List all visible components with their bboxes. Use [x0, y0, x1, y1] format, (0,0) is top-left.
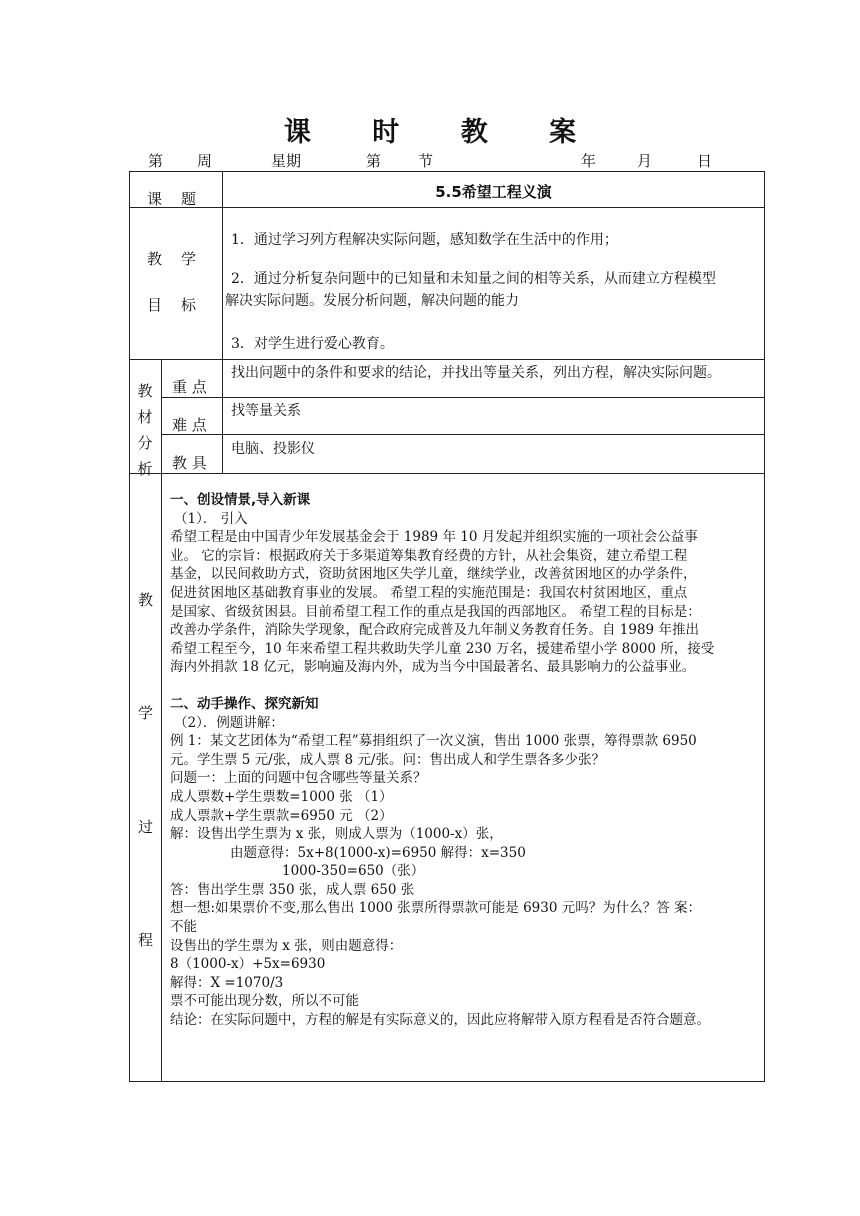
section-2-line: 不能 — [170, 919, 197, 936]
section-1-title: 一、创设情景,导入新课 — [170, 492, 311, 508]
goal-item-2-line-1: 2．通过分析复杂问题中的已知量和未知量之间的相等关系，从而建立方程模型 — [231, 271, 716, 287]
process-side-char: 教 — [138, 591, 154, 609]
table-divider — [161, 434, 765, 435]
section-2-line: 想一想:如果票价不变,那么售出 1000 张票所得票款可能是 6930 元吗？为什么？答 案： — [170, 900, 702, 917]
period-label-di: 第 — [366, 152, 382, 170]
difficult-points-value: 找等量关系 — [231, 403, 301, 419]
section-1-line: 促进贫困地区基础教育事业的发展。 希望工程的实施范围是：我国农村贫困地区，重点 — [170, 584, 688, 601]
weekday-label: 星期 — [271, 152, 302, 170]
section-2-line: 元。学生票 5 元/张，成人票 8 元/张。问：售出成人和学生票各多少张？ — [170, 751, 605, 768]
table-divider — [129, 207, 765, 208]
section-1-line: 改善办学条件，消除失学现象，配合政府完成普及九年制义务教育任务。自 1989 年推出 — [170, 622, 699, 639]
year-label: 年 — [581, 152, 597, 170]
section-1-line: 基金，以民间救助方式，资助贫困地区失学儿童，继续学业，改善贫困地区的办学条件， — [170, 566, 697, 583]
analysis-side-char: 材 — [137, 408, 153, 426]
section-2-line: 答：售出学生票 350 张，成人票 650 张 — [170, 881, 415, 898]
section-2-line: 问题一：上面的问题中包含哪些等量关系？ — [170, 770, 427, 787]
process-side-char: 学 — [138, 704, 154, 722]
goal-item-3: 3．对学生进行爱心教育。 — [231, 336, 394, 352]
section-2-line: 8（1000-x）+5x=6930 — [170, 956, 326, 973]
analysis-side-char: 教 — [137, 382, 153, 400]
table-divider — [129, 473, 765, 474]
section-1-subtitle: （1）． 引入 — [174, 510, 248, 527]
table-divider — [129, 359, 765, 360]
topic-value: 5.5希望工程义演 — [435, 183, 552, 201]
section-1-line: 希望工程是由中国青少年发展基金会于 1989 年 10 月发起并组织实施的一项社会公益事 — [170, 529, 698, 546]
goal-item-1: 1．通过学习列方程解决实际问题，感知数学在生活中的作用； — [231, 232, 618, 248]
teaching-process — [170, 491, 762, 1030]
analysis-side-label — [130, 378, 160, 482]
period-label-jie: 节 — [418, 152, 434, 170]
topic-label-2: 题 — [181, 190, 197, 208]
topic-label-1: 课 — [147, 190, 163, 208]
week-label-zhou: 周 — [197, 152, 213, 170]
section-2-line: 例 1：某文艺团体为“希望工程”募捐组织了一次义演，售出 1000 张票，筹得票款 6950 — [170, 733, 697, 750]
week-label-di: 第 — [148, 152, 164, 170]
key-points-value: 找出问题中的条件和要求的结论，并找出等量关系，列出方程，解决实际问题。 — [231, 365, 721, 381]
section-2-line: 成人票款+学生票款=6950 元 （2） — [170, 807, 393, 824]
section-2-line: 结论：在实际问题中，方程的解是有实际意义的，因此应将解带入原方程看是否符合题意。 — [170, 1012, 710, 1029]
section-2-line: 由题意得：5x+8(1000-x)=6950 解得：x=350 — [230, 844, 526, 861]
day-label: 日 — [697, 152, 713, 170]
goals-label-1: 教 — [147, 250, 163, 268]
table-divider — [161, 359, 162, 1082]
key-points-label: 重 点 — [172, 378, 207, 396]
section-2-line: 设售出的学生票为 x 张，则由题意得： — [170, 937, 403, 954]
goals-label-2: 学 — [181, 250, 197, 268]
difficult-points-label: 难 点 — [172, 416, 207, 434]
month-label: 月 — [637, 152, 653, 170]
section-2-line: 1000-350=650（张） — [282, 863, 425, 880]
teaching-tools-label: 教 具 — [172, 454, 207, 472]
teaching-tools-value: 电脑、投影仪 — [231, 441, 315, 457]
section-1-line: 海内外捐款 18 亿元，影响遍及海内外，成为当今中国最著名、最具影响力的公益事业。 — [170, 659, 696, 676]
process-side-char: 程 — [138, 931, 154, 949]
section-2-line: 解：设售出学生票为 x 张，则成人票为（1000-x）张， — [170, 826, 503, 843]
analysis-side-char: 分 — [137, 434, 153, 452]
section-2-subtitle: （2）．例题讲解： — [174, 714, 284, 731]
section-2-line: 成人票数+学生票数=1000 张 （1） — [170, 788, 393, 805]
goals-label-4: 标 — [181, 296, 197, 314]
section-1-line: 是国家、省级贫困县。目前希望工程工作的重点是我国的西部地区。 希望工程的目标是： — [170, 603, 701, 620]
section-2-line: 票不可能出现分数，所以不可能 — [170, 993, 359, 1010]
section-1-line: 希望工程至今，10 年来希望工程共救助失学儿童 230 万名，援建希望小学 8000 所，接受 — [170, 640, 715, 657]
page-title: 课 时 教 案 — [283, 117, 603, 148]
analysis-side-char: 析 — [137, 460, 153, 478]
section-2-title: 二、动手操作、探究新知 — [170, 695, 319, 712]
section-2-line: 解得：X =1070/3 — [170, 974, 284, 991]
process-side-char: 过 — [138, 818, 154, 836]
goal-item-2-line-2: 解决实际问题。发展分析问题，解决问题的能力 — [225, 293, 519, 309]
section-1-line: 业。 它的宗旨：根据政府关于多渠道筹集教育经费的方针，从社会集资，建立希望工程 — [170, 547, 688, 564]
table-divider — [222, 359, 223, 473]
goals-label-3: 目 — [147, 296, 163, 314]
table-divider — [161, 397, 765, 398]
